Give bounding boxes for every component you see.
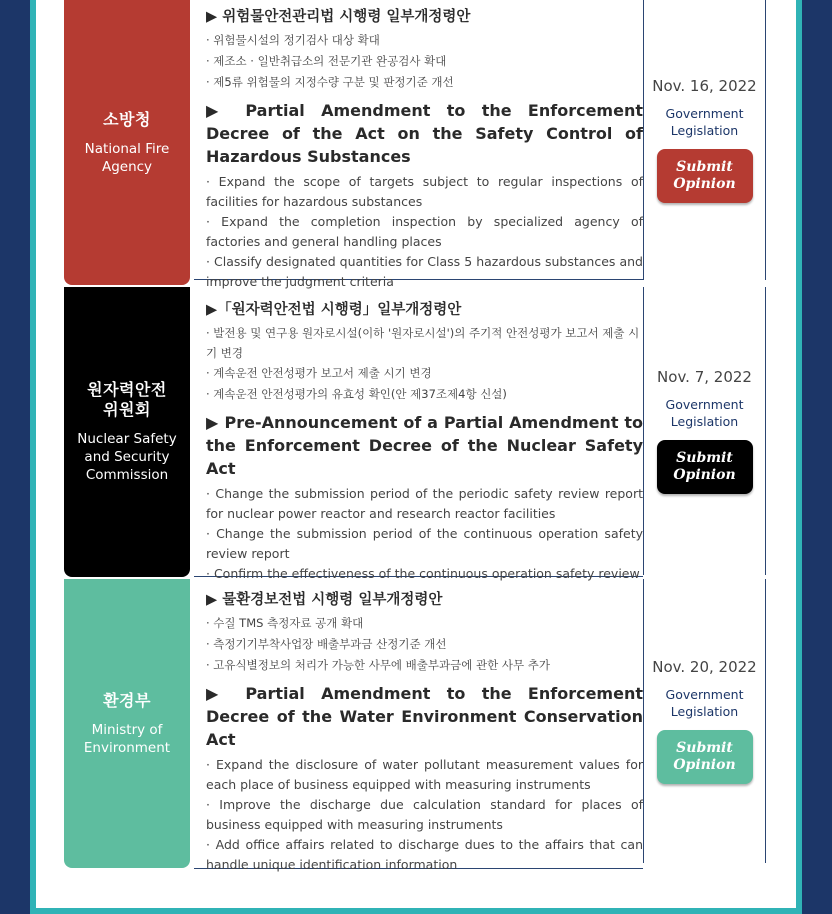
legislation-row-nuclear bbox=[36, 287, 796, 581]
amendment-title-en: ▶ Pre-Announcement of a Partial Amendment to the Enforcement Decree of the Nuclear Safety Act bbox=[206, 413, 643, 478]
amendment-title-en: ▶ Partial Amendment to the Enforcement Decree of the Water Environment Conservation Act bbox=[206, 684, 643, 749]
amendment-title-ko: ▶「원자력안전법 시행령」일부개정령안 bbox=[206, 302, 462, 318]
content-panel bbox=[36, 0, 796, 908]
amendment-content bbox=[194, 287, 643, 581]
agency-name-ko: 환경부 bbox=[103, 690, 151, 710]
bullet-en: · Change the submission period of the continuous operation safety review report bbox=[206, 526, 643, 561]
bullet-ko: · 수질 TMS 측정자료 공개 확대 bbox=[206, 616, 364, 630]
submit-opinion-button[interactable] bbox=[657, 149, 753, 203]
submit-opinion-label-2: Opinion bbox=[673, 757, 736, 773]
deadline-date: Nov. 16, 2022 bbox=[652, 77, 757, 95]
bullet-ko: · 고유식별정보의 처리가 가능한 사무에 배출부과금에 관한 사무 추가 bbox=[206, 658, 550, 672]
agency-name-en: Nuclear Safety and Security Commission bbox=[77, 431, 177, 483]
submit-opinion-button[interactable] bbox=[657, 730, 753, 784]
bullet-ko: · 발전용 및 연구용 원자로시설(이하 '원자로시설')의 주기적 안전성평가 보고서 제출 시기 변경 bbox=[206, 326, 640, 360]
legislation-link[interactable]: Government Legislation bbox=[665, 397, 744, 429]
submit-opinion-label-1: Submit bbox=[676, 740, 733, 756]
bullet-ko: · 위험물시설의 정기검사 대상 확대 bbox=[206, 33, 380, 47]
bullet-en: · Add office affairs related to discharge dues to the affairs that can handle unique identification information bbox=[206, 837, 643, 872]
amendment-title-en: ▶ Partial Amendment to the Enforcement Decree of the Act on the Safety Control of Hazardous Substances bbox=[206, 101, 643, 166]
submit-opinion-label-2: Opinion bbox=[673, 467, 736, 483]
submit-opinion-label-1: Submit bbox=[676, 159, 733, 175]
deadline-date: Nov. 7, 2022 bbox=[657, 368, 752, 386]
amendment-title-ko: ▶ 물환경보전법 시행령 일부개정령안 bbox=[206, 592, 443, 608]
legislation-link[interactable]: Government Legislation bbox=[665, 106, 744, 138]
page-frame bbox=[30, 0, 802, 914]
amendment-content bbox=[194, 0, 643, 289]
bottom-border bbox=[30, 908, 802, 914]
legislation-row-fire bbox=[36, 0, 796, 289]
bullet-ko: · 제조소 · 일반취급소의 전문기관 완공검사 확대 bbox=[206, 54, 447, 68]
agency-name-en: Ministry of Environment bbox=[83, 721, 171, 756]
deadline-date: Nov. 20, 2022 bbox=[652, 658, 757, 676]
agency-label-environment bbox=[64, 579, 190, 868]
bullet-ko: · 제5류 위험물의 지정수량 구분 및 판정기준 개선 bbox=[206, 75, 454, 89]
submit-opinion-button[interactable] bbox=[657, 440, 753, 494]
opinion-panel bbox=[643, 579, 766, 863]
bullet-en: · Improve the discharge due calculation standard for places of business equipped with measuring instruments bbox=[206, 797, 643, 832]
agency-name-ko: 소방청 bbox=[103, 109, 151, 129]
bullet-ko: · 계속운전 안전성평가 보고서 제출 시기 변경 bbox=[206, 366, 432, 380]
amendment-title-ko: ▶ 위험물안전관리법 시행령 일부개정령안 bbox=[206, 9, 471, 25]
amendment-content bbox=[194, 579, 643, 872]
bullet-en: · Expand the completion inspection by specialized agency of factories and general handling places bbox=[206, 214, 643, 249]
submit-opinion-label-2: Opinion bbox=[673, 176, 736, 192]
bullet-en: · Classify designated quantities for Class 5 hazardous substances and improve the judgment criteria bbox=[206, 254, 643, 289]
legislation-row-environment bbox=[36, 579, 796, 872]
bullet-ko: · 계속운전 안전성평가의 유효성 확인(안 제37조제4항 신설) bbox=[206, 387, 507, 401]
submit-opinion-label-1: Submit bbox=[676, 450, 733, 466]
agency-name-en: National Fire Agency bbox=[84, 140, 170, 175]
bullet-en: · Expand the scope of targets subject to regular inspections of facilities for hazardous substances bbox=[206, 174, 643, 209]
opinion-panel bbox=[643, 287, 766, 575]
opinion-panel bbox=[643, 0, 766, 280]
bullet-en: · Change the submission period of the periodic safety review report for nuclear power reactor and research reactor facilities bbox=[206, 486, 643, 521]
bullet-en: · Confirm the effectiveness of the continuous operation safety review bbox=[206, 566, 640, 581]
bullet-en: · Expand the disclosure of water pollutant measurement values for each place of business equipped with measuring instruments bbox=[206, 757, 643, 792]
legislation-link[interactable]: Government Legislation bbox=[665, 687, 744, 719]
agency-label-nuclear bbox=[64, 287, 190, 577]
bullet-ko: · 측정기기부착사업장 배출부과금 산정기준 개선 bbox=[206, 637, 447, 651]
agency-name-ko: 원자력안전 위원회 bbox=[87, 380, 167, 419]
agency-label-fire bbox=[64, 0, 190, 285]
